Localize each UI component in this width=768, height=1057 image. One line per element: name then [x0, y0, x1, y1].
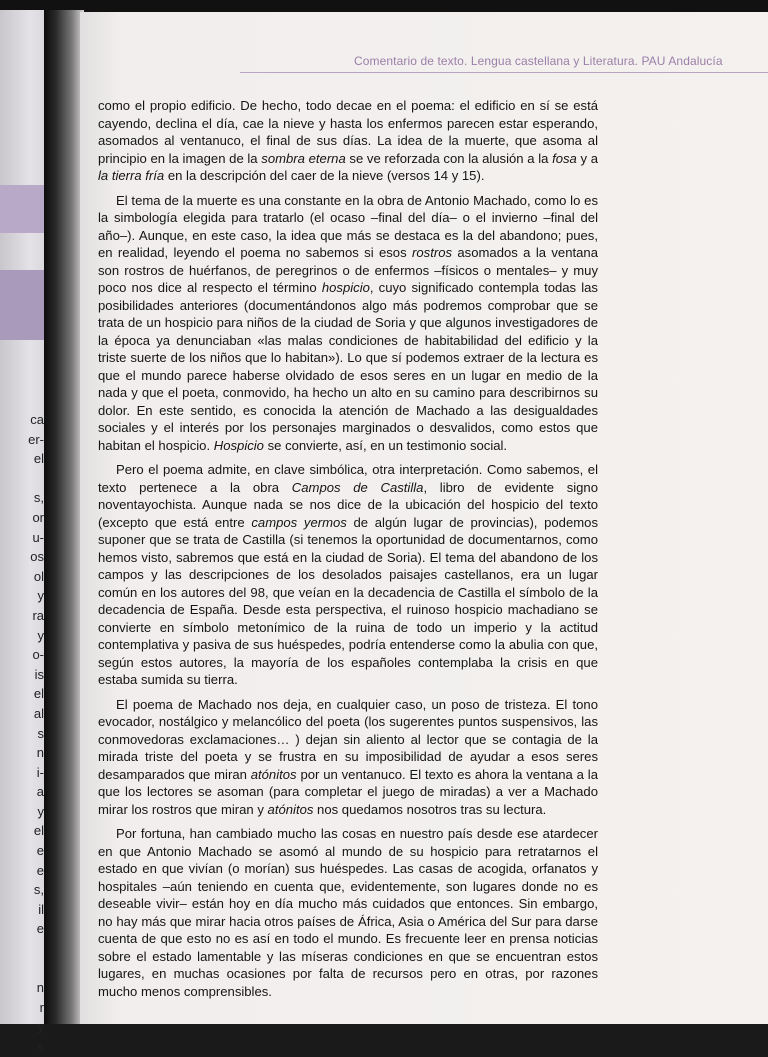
italic-term: atónitos: [267, 801, 314, 817]
italic-term: Hospicio: [213, 437, 264, 453]
previous-page-fragment: n: [36, 745, 44, 761]
previous-page-fragment: el: [33, 823, 44, 839]
previous-page-tab-dark: [0, 270, 50, 340]
previous-page-fragment: el: [33, 686, 44, 702]
paragraph: [98, 696, 598, 819]
text-run: y a: [576, 150, 599, 166]
previous-page-fragment: u-: [32, 529, 44, 545]
previous-page-fragment: os: [30, 549, 44, 565]
paragraph: [98, 192, 598, 455]
previous-page-fragment: y: [37, 588, 44, 604]
previous-page-fragment: il: [38, 901, 44, 917]
text-run: como el propio edificio. De hecho, todo decae en el poema: el edificio en sí se está cayendo, declina el día, cae la nieve y hasta los enfermos parecen estar esperando, asomados al ventanuco, el final de sus días. La idea de la muerte, que asoma al principio en la imagen de la: [98, 98, 598, 166]
previous-page-fragment: n: [36, 980, 44, 996]
previous-page-fragment: s,: [33, 490, 44, 506]
paragraph: [98, 461, 598, 689]
previous-page-fragment: r: [39, 999, 44, 1015]
italic-term: la tierra fría: [98, 168, 165, 183]
previous-page-fragment: e: [36, 921, 44, 937]
text-run: El tema de la muerte es una constante en la obra de Antonio Machado, como lo es la simbología elegida para tratarlo (el ocaso –final del día– o el invierno –final del año–). Aunque, en este caso, la idea que más se destaca es la del abandono; pues, en realidad, leyendo el poema no sabemos si esos: [98, 192, 598, 260]
previous-page-fragment: is: [34, 666, 44, 682]
previous-page-fragment: y: [37, 803, 44, 819]
previous-page-fragment: s: [37, 1039, 44, 1054]
text-run: Pero el poema admite, en clave simbólica, otra interpretación. Como sabemos, el texto pertenece a la obra: [98, 462, 598, 495]
previous-page-fragment: y: [37, 1019, 44, 1035]
text-run: de algún lugar de provincias), podemos suponer que se trata de Castilla (si tenemos la oportunidad de documentarnos, como hemos visto, sabremos que está en la ciudad de Soria). El tema del abandono de los campos y las descripciones de los desolados paisajes castellanos, era un lugar común en los autores del 98, que veían en la decadencia de Castilla el símbolo de la decadencia de España. Desde esta perspectiva, el ruinoso hospicio machadiano se convierte en símbolo metonímico de la ruina de todo un imperio y la actitud contemplativa y pasiva de sus huéspedes, podría entenderse como la abulia con que, según estos autores, la mayoría de los españoles contemplaba la crisis en que estaba sumida su tierra.: [98, 514, 598, 687]
paragraph: [98, 97, 598, 185]
body-text: [98, 97, 598, 1000]
previous-page-fragment: i-: [36, 764, 44, 780]
italic-term: hospicio: [321, 280, 370, 295]
running-header: Comentario de texto. Lengua castellana y Literatura. PAU Andalucía: [354, 54, 723, 68]
text-run: se ve reforzada con la alusión a la: [345, 150, 553, 166]
previous-page-fragment: el: [33, 451, 44, 467]
previous-page-text-fragments: [0, 410, 46, 1057]
italic-term: sombra eterna: [261, 150, 346, 166]
book-gutter-shadow: [44, 10, 84, 1024]
text-run: Por fortuna, han cambiado mucho las cosas en nuestro país desde ese atardecer en que Antonio Machado se asomó al mundo de su hospicio para retratarnos el estado en que vivían (o morían) sus huéspedes. Las casas de acogida, orfanatos y hospitales –aún teniendo en cuenta que, evidentemente, son lugares donde no es deseable vivir– están hoy en día mucho más cuidados que entonces. Sin embargo, no hay más que mirar hacia otros países de África, Asia o América del Sur para darse cuenta de que esto no es así en todo el mundo. Es frecuente leer en prensa noticias sobre el estado lamentable y las míseras condiciones en que se encuentran estos lugares, en muchas ocasiones por falta de recursos pero en otras, por razones mucho menos comprensibles.: [98, 826, 598, 999]
previous-page-fragment: al: [33, 705, 44, 721]
text-run: , libro de evidente signo noventayochista. Aunque nada se nos dice de la ubicación del hospicio del texto (excepto que está entre: [98, 479, 598, 530]
paragraph: [98, 825, 598, 1000]
italic-term: rostros: [412, 245, 453, 260]
header-rule: [240, 72, 768, 73]
previous-page-fragment: e: [36, 843, 44, 859]
previous-page-tab: [0, 185, 50, 233]
italic-term: atónitos: [250, 766, 297, 782]
previous-page-fragment: ol: [33, 568, 44, 584]
italic-term: Campos de Castilla: [291, 479, 424, 495]
previous-page-fragment: s,: [33, 882, 44, 898]
previous-page-fragment: ra: [32, 607, 44, 623]
text-run: nos quedamos nosotros tras su lectura.: [313, 801, 547, 817]
previous-page-fragment: [0, 959, 46, 979]
document-page: [80, 12, 768, 1024]
text-run: El poema de Machado nos deja, en cualquier caso, un poso de tristeza. El tono evocador, nostálgico y melancólico del poeta (los sugerentes puntos suspensivos, las conmovedoras exclamaciones… ) dejan sin aliento al lector que se contagia de la mirada triste del poeta y se frustra en su imposibilidad de ayudar a esos seres desamparados que miran: [98, 696, 598, 782]
text-run: asomados a la ventana son rostros de huérfanos, de peregrinos o de enfermos –físicos o mentales– y muy poco nos dice al respecto el término: [98, 245, 598, 295]
previous-page-fragment: er-: [28, 431, 44, 447]
text-run: por un ventanuco. El texto es ahora la ventana a la que los lectores se asoman (para completar el juego de miradas) a ver a Machado mirar los rostros que miran y: [98, 766, 598, 817]
previous-page-fragment: ca: [30, 412, 44, 427]
italic-term: fosa: [552, 150, 577, 166]
previous-page-fragment: [0, 469, 46, 489]
previous-page-edge: [0, 10, 50, 1054]
previous-page-fragment: s: [37, 725, 44, 741]
text-run: , cuyo significado contempla todas las posibilidades anteriores (documentándonos algo más podremos comprobar que se trata de un hospicio para niños de la ciudad de Soria y que algunos investigadores de la época ya denunciaban «las malas condiciones de habitabilidad del edificio y la triste suerte de los niños que lo habitan»). Lo que sí podemos extraer de la lectura es que el mundo parece haberse olvidado de esos seres en un lugar en medio de la nada y que el poeta, conmovido, ha hecho un alto en su camino para describirnos su dolor. En este sentido, es conocida la atención de Machado a las desigualdades sociales y el interés por los personajes marginados o desvalidos, como estos que habitan el hospicio.: [98, 280, 598, 453]
text-run: en la descripción del caer de la nieve (versos 14 y 15).: [164, 168, 485, 183]
previous-page-fragment: [0, 939, 46, 959]
previous-page-fragment: o-: [32, 647, 44, 663]
text-run: se convierte, así, en un testimonio social.: [263, 437, 508, 453]
italic-term: campos yermos: [251, 514, 347, 530]
previous-page-fragment: a: [36, 784, 44, 800]
previous-page-fragment: or: [32, 509, 44, 525]
previous-page-fragment: y: [37, 627, 44, 643]
previous-page-fragment: e: [36, 862, 44, 878]
